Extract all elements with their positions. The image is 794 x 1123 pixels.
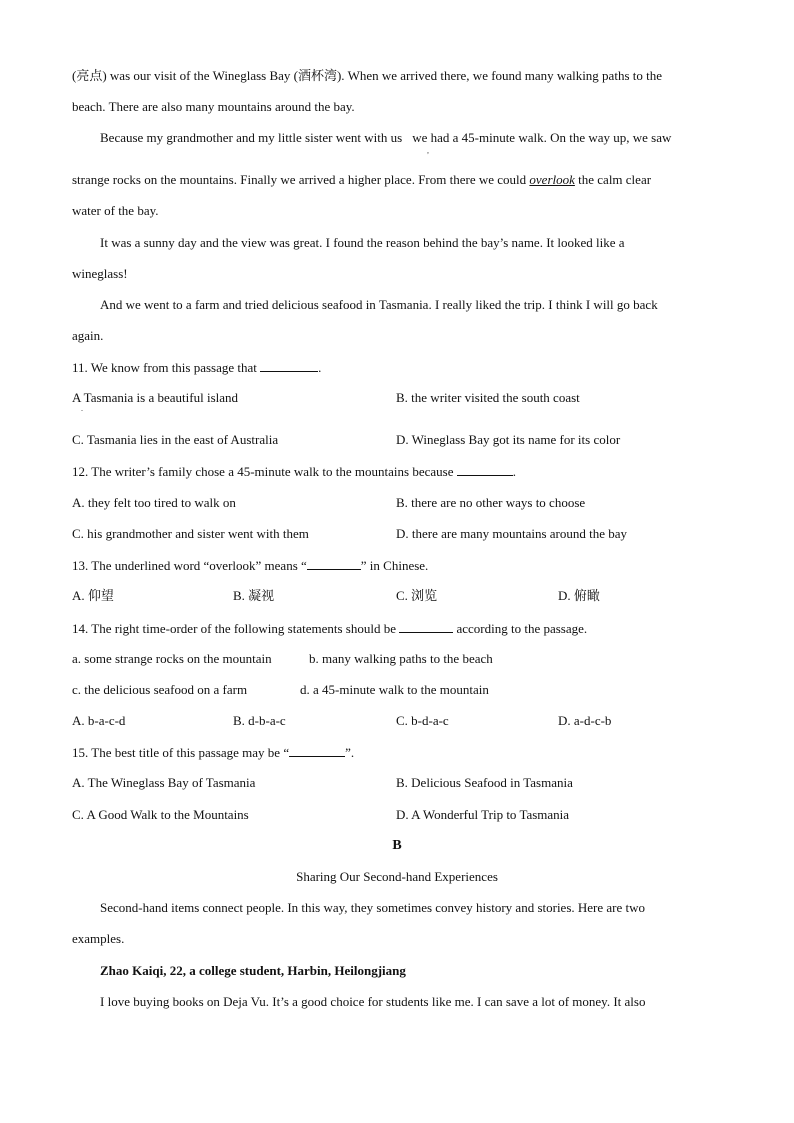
option-c: C. b-d-a-c: [396, 713, 449, 728]
option-a: A. they felt too tired to walk on: [72, 495, 236, 510]
statement-c: c. the delicious seafood on a farm: [72, 682, 248, 697]
answer-blank: [457, 463, 513, 476]
question-12-stem: [72, 463, 516, 480]
passage-a-line: And we went to a farm and tried delicious seafood in Tasmania. I really liked the trip. I think I will go back: [100, 297, 658, 312]
option-b: B. Delicious Seafood in Tasmania: [396, 775, 573, 790]
passage-a-line: beach. There are also many mountains around the bay.: [72, 99, 355, 114]
passage-b-line: examples.: [72, 931, 125, 946]
passage-text: the calm clear: [574, 172, 652, 187]
dot-mark: .: [81, 404, 83, 413]
question-text: according to the passage.: [453, 621, 588, 636]
option-a: A. 仰望: [72, 588, 114, 603]
option-c: C. his grandmother and sister went with them: [72, 526, 309, 541]
option-c: C. A Good Walk to the Mountains: [72, 807, 249, 822]
option-d: D. a-d-c-b: [558, 713, 612, 728]
passage-a-line: [72, 172, 651, 188]
question-text: 12. The writer’s family chose a 45-minute walk to the mountains because: [72, 464, 454, 479]
option-d: D. there are many mountains around the bay: [396, 526, 628, 541]
option-b: B. d-b-a-c: [233, 713, 286, 728]
passage-a-line: It was a sunny day and the view was great. I found the reason behind the bay’s name. It looked like a: [100, 235, 625, 250]
question-14-stem: [72, 620, 587, 637]
underlined-word: overlook: [529, 172, 575, 187]
speaker-heading: Zhao Kaiqi, 22, a college student, Harbin, Heilongjiang: [100, 963, 406, 978]
question-text: .: [318, 360, 322, 375]
question-13-stem: [72, 557, 428, 574]
passage-text: Because my grandmother and my little sister went with us: [100, 130, 403, 145]
question-text: ”.: [345, 745, 355, 760]
option-d: D. 俯瞰: [558, 588, 600, 603]
passage-a-line: water of the bay.: [72, 203, 159, 218]
option-a: A Tasmania is a beautiful island: [72, 390, 239, 405]
option-a: A. The Wineglass Bay of Tasmania: [72, 775, 256, 790]
section-letter: B: [392, 838, 402, 853]
question-text: 11. We know from this passage that: [72, 360, 257, 375]
question-text: .: [512, 464, 516, 479]
passage-a-line: again.: [72, 328, 104, 343]
comma-mark: ,: [427, 146, 429, 155]
question-text: ” in Chinese.: [360, 558, 429, 573]
question-15-stem: [72, 744, 354, 761]
passage-a-line: [100, 130, 671, 146]
passage-a-line: wineglass!: [72, 266, 128, 281]
passage-b-title: Sharing Our Second-hand Experiences: [296, 869, 498, 884]
option-b: B. there are no other ways to choose: [396, 495, 586, 510]
statement-a: a. some strange rocks on the mountain: [72, 651, 272, 666]
passage-b-line: I love buying books on Deja Vu. It’s a good choice for students like me. I can save a lot of money. It also: [100, 994, 646, 1009]
question-text: 13. The underlined word “overlook” means “: [72, 558, 307, 573]
option-b: B. the writer visited the south coast: [396, 390, 580, 405]
option-d: D. A Wonderful Trip to Tasmania: [396, 807, 570, 822]
option-d: D. Wineglass Bay got its name for its color: [396, 432, 621, 447]
option-c: C. 浏览: [396, 588, 438, 603]
question-text: 15. The best title of this passage may be “: [72, 745, 290, 760]
question-11-stem: [72, 359, 321, 376]
passage-text: strange rocks on the mountains. Finally we arrived a higher place. From there we could: [72, 172, 530, 187]
passage-a-line: (亮点) was our visit of the Wineglass Bay (酒杯湾). When we arrived there, we found many walking paths to the: [72, 68, 662, 83]
option-a: A. b-a-c-d: [72, 713, 126, 728]
option-c: C. Tasmania lies in the east of Australia: [72, 432, 279, 447]
passage-text: we had a 45-minute walk. On the way up, we saw: [412, 130, 672, 145]
question-text: 14. The right time-order of the following statements should be: [72, 621, 396, 636]
statement-b: b. many walking paths to the beach: [309, 651, 493, 666]
answer-blank: [289, 744, 345, 757]
option-b: B. 凝视: [233, 588, 275, 603]
answer-blank: [260, 359, 318, 372]
answer-blank: [307, 557, 361, 570]
passage-b-line: Second-hand items connect people. In this way, they sometimes convey history and stories. Here are two: [100, 900, 646, 915]
statement-d: d. a 45-minute walk to the mountain: [300, 682, 489, 697]
answer-blank: [399, 620, 453, 633]
